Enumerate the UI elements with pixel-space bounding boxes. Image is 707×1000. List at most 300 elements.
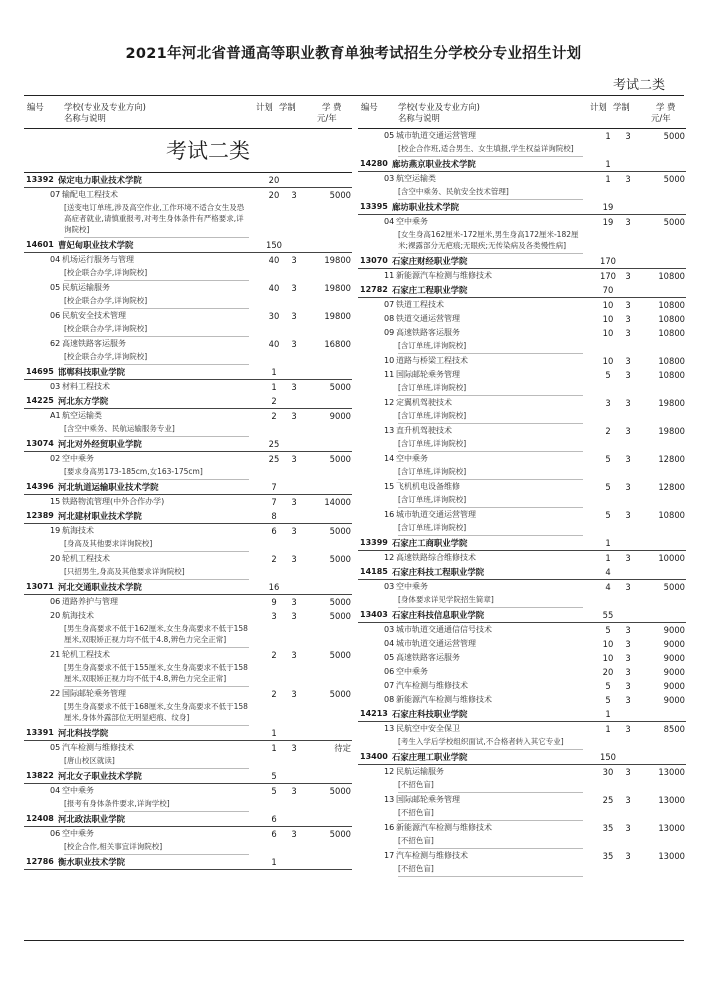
school-name: 石家庄科技工程职业学院 xyxy=(392,567,485,577)
major-years: 3 xyxy=(625,174,631,184)
left-column xyxy=(24,98,352,870)
major-plan: 5 xyxy=(605,695,611,705)
major-row xyxy=(358,623,686,637)
major-plan: 1 xyxy=(271,743,277,753)
major-plan: 5 xyxy=(605,454,611,464)
major-fee: 5000 xyxy=(329,689,351,699)
school-plan: 1 xyxy=(271,728,277,738)
footer-rule xyxy=(24,940,684,941)
major-fee: 5000 xyxy=(329,597,351,607)
header-code: 编号 xyxy=(361,102,378,112)
major-name: 城市轨道交通运营管理 xyxy=(396,639,476,648)
major-fee: 5000 xyxy=(329,829,351,839)
major-name: 城市轨道交通运营管理 xyxy=(396,131,476,140)
major-plan: 3 xyxy=(605,398,611,408)
major-note: [送变电订单班,涉及高空作业,工作环境不适合女生及恐高症者就业,请慎重报考,对考生身体条件有严格要求,详询院校] xyxy=(64,202,249,238)
major-years: 3 xyxy=(291,554,297,564)
school-plan: 19 xyxy=(602,202,614,212)
major-name: 空中乘务 xyxy=(62,829,94,838)
school-name: 保定电力职业技术学院 xyxy=(58,175,142,185)
school-row xyxy=(358,283,686,298)
major-plan: 25 xyxy=(268,454,280,464)
major-note: [女生身高162厘米-172厘米,男生身高172厘米-182厘米;裸露部分无疤痕;无眼疾;无传染病及各类慢性病] xyxy=(398,229,583,254)
major-code: 05 xyxy=(50,743,61,752)
major-name: 道路养护与管理 xyxy=(62,597,118,606)
header-desc: 名称与说明 xyxy=(398,113,440,123)
major-code: 08 xyxy=(384,695,395,704)
major-note: [含空中乘务、民航运输服务专业] xyxy=(64,423,249,437)
major-code: 11 xyxy=(384,370,395,379)
major-row xyxy=(24,784,352,798)
major-fee: 10800 xyxy=(658,300,685,310)
major-code: 13 xyxy=(384,795,395,804)
major-years: 3 xyxy=(291,786,297,796)
major-fee: 16800 xyxy=(324,339,351,349)
school-name: 河北政法职业学院 xyxy=(58,814,125,824)
major-code: 13 xyxy=(384,724,395,733)
major-code: 06 xyxy=(50,597,61,606)
major-code: 22 xyxy=(50,689,61,698)
major-years: 3 xyxy=(625,271,631,281)
school-plan: 1 xyxy=(605,159,611,169)
major-fee: 10800 xyxy=(658,370,685,380)
major-fee: 19800 xyxy=(658,426,685,436)
major-years: 3 xyxy=(291,411,297,421)
major-note: [含订单班,详询院校] xyxy=(398,466,583,480)
school-plan: 16 xyxy=(268,582,280,592)
major-name: 材料工程技术 xyxy=(62,382,110,391)
major-fee: 9000 xyxy=(329,411,351,421)
major-plan: 30 xyxy=(602,767,614,777)
major-note: [含订单班,详询院校] xyxy=(398,382,583,396)
major-note: [男生身高要求不低于168厘米,女生身高要求不低于158厘米,身体外露部位无明显疤痕、纹身] xyxy=(64,701,249,726)
major-row xyxy=(358,326,686,340)
category-label: 考试二类 xyxy=(612,78,665,93)
major-plan: 40 xyxy=(268,255,280,265)
major-row xyxy=(358,396,686,410)
major-code: 04 xyxy=(50,786,61,795)
school-name: 河北对外经贸职业学院 xyxy=(58,439,142,449)
major-name: 空中乘务 xyxy=(62,454,94,463)
major-years: 3 xyxy=(625,823,631,833)
major-row xyxy=(358,651,686,665)
school-code: 14185 xyxy=(360,567,388,576)
major-years: 3 xyxy=(291,743,297,753)
major-row xyxy=(24,380,352,394)
header-fee-unit: 元/年 xyxy=(317,113,337,123)
major-years: 3 xyxy=(625,667,631,677)
school-plan: 6 xyxy=(271,814,277,824)
major-years: 3 xyxy=(291,689,297,699)
major-code: 20 xyxy=(50,554,61,563)
major-code: 16 xyxy=(384,823,395,832)
major-years: 3 xyxy=(625,724,631,734)
section-heading: 考试二类 xyxy=(24,129,352,173)
major-name: 空中乘务 xyxy=(62,786,94,795)
school-plan: 70 xyxy=(602,285,614,295)
major-years: 3 xyxy=(625,398,631,408)
school-row xyxy=(24,726,352,741)
major-plan: 5 xyxy=(605,681,611,691)
major-name: 空中乘务 xyxy=(396,582,428,591)
major-years: 3 xyxy=(625,767,631,777)
major-fee: 9000 xyxy=(663,653,685,663)
major-fee: 10800 xyxy=(658,328,685,338)
major-name: 新能源汽车检测与维修技术 xyxy=(396,823,492,832)
school-row xyxy=(24,394,352,409)
major-note: [含订单班,详询院校] xyxy=(398,410,583,424)
school-row xyxy=(24,365,352,380)
major-name: 民航运输服务 xyxy=(62,283,110,292)
school-name: 河北女子职业技术学院 xyxy=(58,771,142,781)
school-row xyxy=(358,750,686,765)
school-code: 13399 xyxy=(360,538,388,547)
school-row xyxy=(358,536,686,551)
major-code: 16 xyxy=(384,510,395,519)
page-title: 2021年河北省普通高等职业教育单独考试招生分学校分专业招生计划 xyxy=(125,46,582,62)
school-name: 河北东方学院 xyxy=(58,396,109,406)
major-years: 3 xyxy=(291,497,297,507)
major-plan: 2 xyxy=(271,411,277,421)
major-years: 3 xyxy=(291,526,297,536)
school-row xyxy=(24,769,352,784)
major-plan: 5 xyxy=(605,625,611,635)
major-fee: 9000 xyxy=(663,681,685,691)
major-row xyxy=(358,849,686,863)
major-years: 3 xyxy=(291,339,297,349)
major-plan: 3 xyxy=(271,611,277,621)
major-fee: 19800 xyxy=(324,283,351,293)
major-plan: 5 xyxy=(605,482,611,492)
major-row xyxy=(358,452,686,466)
major-row xyxy=(358,821,686,835)
header-years: 学制 xyxy=(279,102,296,112)
major-fee: 5000 xyxy=(663,582,685,592)
major-row xyxy=(358,172,686,186)
major-code: 19 xyxy=(50,526,61,535)
major-code: 17 xyxy=(384,851,395,860)
major-row xyxy=(358,354,686,368)
major-years: 3 xyxy=(625,851,631,861)
major-name: 民航空中安全保卫 xyxy=(396,724,460,733)
major-row xyxy=(358,637,686,651)
major-code: 03 xyxy=(384,174,395,183)
major-fee: 12800 xyxy=(658,454,685,464)
school-row xyxy=(358,707,686,722)
school-code: 12782 xyxy=(360,285,388,294)
major-plan: 19 xyxy=(602,217,614,227)
school-plan: 170 xyxy=(600,256,616,266)
major-name: 汽车检测与维修技术 xyxy=(396,681,468,690)
school-plan: 150 xyxy=(266,240,282,250)
school-plan: 1 xyxy=(271,367,277,377)
school-name: 廊坊职业技术学院 xyxy=(392,202,459,212)
major-plan: 1 xyxy=(605,724,611,734)
major-code: 03 xyxy=(384,625,395,634)
major-note: [报考有身体条件要求,详询学校] xyxy=(64,798,249,812)
major-code: 12 xyxy=(384,398,395,407)
school-name: 石家庄工商职业学院 xyxy=(392,538,468,548)
school-plan: 1 xyxy=(271,857,277,867)
major-fee: 19800 xyxy=(324,311,351,321)
school-name: 衡水职业技术学院 xyxy=(58,857,125,867)
major-name: 轮机工程技术 xyxy=(62,650,110,659)
major-name: 高速铁路客运服务 xyxy=(62,339,126,348)
major-row xyxy=(358,765,686,779)
major-years: 3 xyxy=(625,625,631,635)
school-code: 13070 xyxy=(360,256,388,265)
major-code: 03 xyxy=(384,582,395,591)
major-name: 铁道工程技术 xyxy=(396,300,444,309)
major-years: 3 xyxy=(291,611,297,621)
major-code: 08 xyxy=(384,314,395,323)
major-years: 3 xyxy=(291,311,297,321)
major-name: 城市轨道交通运营管理 xyxy=(396,510,476,519)
major-fee: 5000 xyxy=(329,454,351,464)
major-code: 07 xyxy=(384,681,395,690)
school-row xyxy=(24,238,352,253)
major-row xyxy=(358,508,686,522)
major-years: 3 xyxy=(625,370,631,380)
major-note: [校企联合办学,详询院校] xyxy=(64,295,249,309)
school-plan: 55 xyxy=(602,610,614,620)
school-code: 14695 xyxy=(26,367,54,376)
major-plan: 20 xyxy=(268,190,280,200)
major-code: 07 xyxy=(384,300,395,309)
major-fee: 10800 xyxy=(658,271,685,281)
major-note: [含订单班,详询院校] xyxy=(398,438,583,452)
header-years: 学制 xyxy=(613,102,630,112)
school-code: 14280 xyxy=(360,159,388,168)
school-code: 13071 xyxy=(26,582,54,591)
major-years: 3 xyxy=(291,597,297,607)
major-plan: 1 xyxy=(605,553,611,563)
major-years: 3 xyxy=(291,454,297,464)
major-plan: 2 xyxy=(271,650,277,660)
major-name: 空中乘务 xyxy=(396,217,428,226)
major-note: [身体要求详见学院招生简章] xyxy=(398,594,583,608)
major-row xyxy=(358,722,686,736)
major-years: 3 xyxy=(625,300,631,310)
major-name: 民航运输服务 xyxy=(396,767,444,776)
school-plan: 8 xyxy=(271,511,277,521)
major-name: 汽车检测与维修技术 xyxy=(62,743,134,752)
major-note: [含订单班,详询院校] xyxy=(398,522,583,536)
major-note: [校企合作,相关事宜详询院校] xyxy=(64,841,249,855)
major-plan: 10 xyxy=(602,639,614,649)
school-code: 13391 xyxy=(26,728,54,737)
major-plan: 2 xyxy=(605,426,611,436)
major-fee: 13000 xyxy=(658,767,685,777)
major-plan: 170 xyxy=(600,271,616,281)
major-name: 民航安全技术管理 xyxy=(62,311,126,320)
major-years: 3 xyxy=(291,829,297,839)
major-code: 12 xyxy=(384,767,395,776)
major-fee: 5000 xyxy=(663,174,685,184)
major-plan: 2 xyxy=(271,689,277,699)
major-row xyxy=(358,368,686,382)
major-plan: 10 xyxy=(602,328,614,338)
school-row xyxy=(358,608,686,623)
major-plan: 7 xyxy=(271,497,277,507)
major-plan: 1 xyxy=(605,174,611,184)
major-name: 航空运输类 xyxy=(62,411,102,420)
major-code: 09 xyxy=(384,328,395,337)
major-row xyxy=(24,687,352,701)
major-row xyxy=(24,337,352,351)
major-plan: 35 xyxy=(602,851,614,861)
major-name: 空中乘务 xyxy=(396,454,428,463)
header-fee-unit: 元/年 xyxy=(651,113,671,123)
major-name: 空中乘务 xyxy=(396,667,428,676)
header-fee: 学 费 xyxy=(656,102,676,112)
major-name: 高速铁路综合维修技术 xyxy=(396,553,476,562)
major-code: 06 xyxy=(384,667,395,676)
major-code: 04 xyxy=(384,217,395,226)
school-code: 12389 xyxy=(26,511,54,520)
major-name: 飞机机电设备维修 xyxy=(396,482,460,491)
school-row xyxy=(358,200,686,215)
major-note: [身高及其他要求详询院校] xyxy=(64,538,249,552)
major-name: 新能源汽车检测与维修技术 xyxy=(396,695,492,704)
school-row xyxy=(24,480,352,495)
major-plan: 40 xyxy=(268,339,280,349)
school-plan: 7 xyxy=(271,482,277,492)
major-code: 02 xyxy=(50,454,61,463)
major-row xyxy=(358,665,686,679)
school-row xyxy=(24,509,352,524)
major-name: 输配电工程技术 xyxy=(62,190,118,199)
major-years: 3 xyxy=(291,190,297,200)
school-code: 13822 xyxy=(26,771,54,780)
major-plan: 4 xyxy=(605,582,611,592)
major-code: A1 xyxy=(50,411,61,420)
major-name: 定翼机驾驶技术 xyxy=(396,398,452,407)
school-name: 河北建材职业技术学院 xyxy=(58,511,142,521)
major-years: 3 xyxy=(291,255,297,265)
major-name: 航海技术 xyxy=(62,526,94,535)
major-row xyxy=(24,253,352,267)
major-fee: 5000 xyxy=(663,131,685,141)
major-row xyxy=(358,793,686,807)
header-fee: 学 费 xyxy=(322,102,342,112)
major-name: 国际邮轮乘务管理 xyxy=(396,795,460,804)
major-name: 国际邮轮乘务管理 xyxy=(396,370,460,379)
major-code: 14 xyxy=(384,454,395,463)
major-years: 3 xyxy=(625,328,631,338)
header-plan: 计划 xyxy=(590,102,607,112)
major-name: 道路与桥梁工程技术 xyxy=(396,356,468,365)
major-fee: 13000 xyxy=(658,851,685,861)
major-years: 3 xyxy=(625,795,631,805)
major-code: 15 xyxy=(50,497,61,506)
major-note: [校企联合办学,详询院校] xyxy=(64,351,249,365)
major-plan: 20 xyxy=(602,667,614,677)
major-code: 12 xyxy=(384,553,395,562)
major-years: 3 xyxy=(625,482,631,492)
school-code: 13403 xyxy=(360,610,388,619)
major-row xyxy=(358,551,686,565)
major-code: 05 xyxy=(384,131,395,140)
major-plan: 1 xyxy=(271,382,277,392)
header-plan: 计划 xyxy=(256,102,273,112)
major-fee: 10800 xyxy=(658,510,685,520)
school-name: 石家庄理工职业学院 xyxy=(392,752,468,762)
school-plan: 2 xyxy=(271,396,277,406)
major-fee: 10800 xyxy=(658,356,685,366)
major-note: [不招色盲] xyxy=(398,835,583,849)
major-fee: 待定 xyxy=(334,743,351,753)
school-row xyxy=(24,855,352,870)
right-column-header xyxy=(358,98,686,129)
major-row xyxy=(358,580,686,594)
major-years: 3 xyxy=(625,653,631,663)
major-years: 3 xyxy=(291,650,297,660)
school-row xyxy=(24,812,352,827)
school-code: 14225 xyxy=(26,396,54,405)
major-note: [含空中乘务、民航安全技术管理] xyxy=(398,186,583,200)
major-plan: 5 xyxy=(271,786,277,796)
major-name: 城市轨道交通通信信号技术 xyxy=(396,625,492,634)
school-code: 13392 xyxy=(26,175,54,184)
major-row xyxy=(358,129,686,143)
major-years: 3 xyxy=(625,681,631,691)
major-row xyxy=(24,452,352,466)
major-note: [校企合作班,适合男生、女生填报,学生权益详询院校] xyxy=(398,143,583,157)
major-years: 3 xyxy=(625,454,631,464)
major-row xyxy=(24,827,352,841)
major-plan: 2 xyxy=(271,554,277,564)
major-row xyxy=(358,298,686,312)
major-fee: 13000 xyxy=(658,795,685,805)
major-plan: 35 xyxy=(602,823,614,833)
major-code: 04 xyxy=(384,639,395,648)
major-years: 3 xyxy=(625,217,631,227)
major-row xyxy=(24,495,352,509)
school-name: 廊坊燕京职业技术学院 xyxy=(392,159,476,169)
major-note: [校企联合办学,详询院校] xyxy=(64,323,249,337)
major-years: 3 xyxy=(625,131,631,141)
major-note: [男生身高要求不低于162厘米,女生身高要求不低于158厘米,双眼矫正视力均不低于4.8,辨色力完全正常] xyxy=(64,623,249,648)
major-years: 3 xyxy=(625,639,631,649)
major-row xyxy=(358,269,686,283)
major-note: [要求身高男173-185cm,女163-175cm] xyxy=(64,466,249,480)
school-plan: 25 xyxy=(268,439,280,449)
major-row xyxy=(24,188,352,202)
school-plan: 1 xyxy=(605,709,611,719)
major-fee: 5000 xyxy=(329,554,351,564)
school-name: 石家庄科技信息职业学院 xyxy=(392,610,485,620)
major-name: 机场运行服务与管理 xyxy=(62,255,134,264)
school-code: 13395 xyxy=(360,202,388,211)
school-name: 石家庄财经职业学院 xyxy=(392,256,468,266)
major-name: 航海技术 xyxy=(62,611,94,620)
major-row xyxy=(358,480,686,494)
school-row xyxy=(24,437,352,452)
left-rows xyxy=(24,173,352,870)
major-name: 高速铁路客运服务 xyxy=(396,328,460,337)
major-name: 航空运输类 xyxy=(396,174,436,183)
major-fee: 9000 xyxy=(663,695,685,705)
major-code: 62 xyxy=(50,339,61,348)
school-name: 石家庄工程职业学院 xyxy=(392,285,468,295)
major-code: 13 xyxy=(384,426,395,435)
school-row xyxy=(358,254,686,269)
major-name: 轮机工程技术 xyxy=(62,554,110,563)
school-row xyxy=(24,173,352,188)
major-years: 3 xyxy=(625,695,631,705)
major-row xyxy=(24,741,352,755)
